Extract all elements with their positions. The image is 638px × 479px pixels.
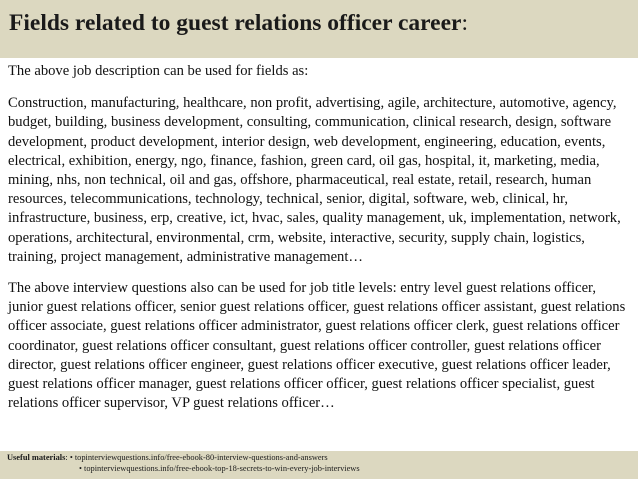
page-title-colon: :	[461, 10, 468, 36]
footer-link-2[interactable]: • topinterviewquestions.info/free-ebook-top-18-secrets-to-win-every-job-interviews	[79, 463, 360, 473]
footer-bar	[0, 451, 638, 479]
footer-separator: :	[65, 453, 70, 462]
footer-row-1	[7, 453, 638, 464]
title-bar	[0, 0, 638, 58]
job-levels-paragraph: The above interview questions also can be used for job title levels: entry level guest relations officer, junior guest relations officer, senior guest relations officer, guest relations officer assistant, guest relations officer associate, guest relations officer administrator, guest relations officer clerk, guest relations officer coordinator, guest relations officer consultant, guest relations officer controller, guest relations officer director, guest relations officer engineer, guest relations officer executive, guest relations officer leader, guest relations officer manager, guest relations officer officer, guest relations officer specialist, guest relations officer supervisor, VP guest relations officer…	[8, 280, 626, 412]
main-content	[8, 62, 633, 413]
page-title	[9, 10, 638, 37]
footer-label: Useful materials	[7, 453, 66, 462]
page-title-text: Fields related to guest relations officer career	[9, 10, 462, 36]
fields-paragraph: Construction, manufacturing, healthcare, non profit, advertising, agile, architecture, automotive, agency, budget, building, business development, consulting, communication, clinical research, design, software development, product development, interior design, web development, engineering, education, events, electrical, exhibition, energy, ngo, finance, fashion, green card, oil gas, hospital, it, marketing, media, mining, nhs, non technical, oil and gas, offshore, pharmaceutical, real estate, retail, research, human resources, telecommunications, technology, technical, senior, digital, software, web, clinical, hr, infrastructure, business, erp, creative, ict, hvac, sales, quality management, uk, implementation, network, operations, architectural, environmental, crm, website, interactive, security, supply chain, logistics, training, project management, administrative management…	[8, 95, 621, 265]
intro-text: The above job description can be used for fields as:	[8, 63, 309, 79]
footer-row-2	[7, 464, 638, 475]
footer-link-1[interactable]: • topinterviewquestions.info/free-ebook-80-interview-questions-and-answers	[69, 453, 328, 462]
